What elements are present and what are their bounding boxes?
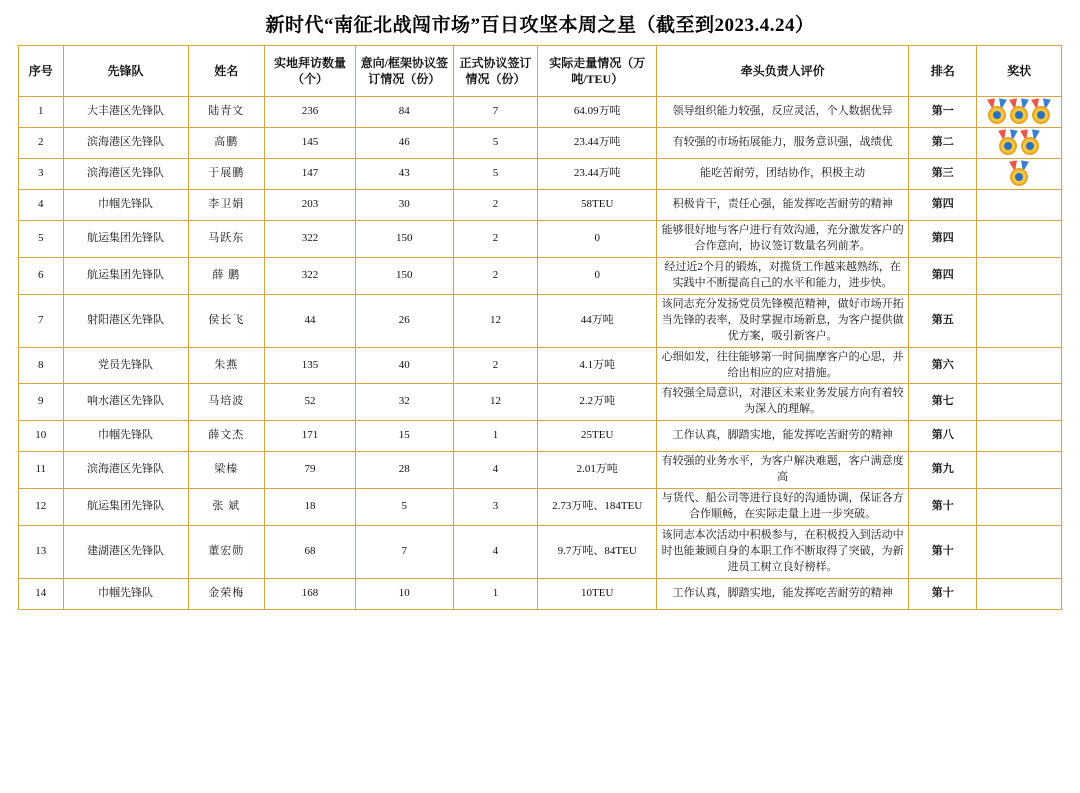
cell-formal: 2 [453,257,538,294]
column-header-formal: 正式协议签订情况（份） [453,46,538,97]
cell-formal: 4 [453,452,538,489]
cell-name: 马跃东 [188,221,264,258]
medal-icon [987,99,1007,125]
cell-formal: 2 [453,190,538,221]
cell-visits: 147 [264,159,355,190]
table-row [19,578,1062,609]
cell-rank: 第三 [909,159,977,190]
cell-volume: 9.7万吨、84TEU [538,526,657,579]
cell-team: 航运集团先锋队 [63,257,188,294]
cell-visits: 236 [264,97,355,128]
cell-team: 航运集团先锋队 [63,221,188,258]
table-row [19,421,1062,452]
cell-visits: 44 [264,294,355,347]
cell-intent: 28 [356,452,454,489]
cell-volume: 23.44万吨 [538,159,657,190]
medal-icon [1009,99,1029,125]
cell-comment: 心细如发，往往能够第一时间揣摩客户的心思，并给出相应的应对措施。 [657,347,909,384]
award-medals [981,161,1057,187]
medal-icon [1031,99,1051,125]
cell-team: 射阳港区先锋队 [63,294,188,347]
cell-team: 巾帼先锋队 [63,190,188,221]
cell-intent: 150 [356,221,454,258]
award-medals [981,457,1057,483]
cell-name: 陆青文 [188,97,264,128]
cell-rank: 第八 [909,421,977,452]
cell-comment: 能吃苦耐劳，团结协作，积极主动 [657,159,909,190]
cell-award [977,384,1062,421]
cell-formal: 2 [453,221,538,258]
cell-intent: 46 [356,128,454,159]
weekly-star-table [18,45,1062,610]
cell-intent: 32 [356,384,454,421]
cell-volume: 2.01万吨 [538,452,657,489]
table-row [19,97,1062,128]
cell-name: 高鹏 [188,128,264,159]
award-medals [981,389,1057,415]
cell-rank: 第四 [909,257,977,294]
cell-visits: 171 [264,421,355,452]
cell-award [977,452,1062,489]
award-medals [981,539,1057,565]
award-medals [981,99,1057,125]
cell-award [977,578,1062,609]
cell-rank: 第一 [909,97,977,128]
award-medals [981,581,1057,607]
cell-award [977,347,1062,384]
cell-visits: 145 [264,128,355,159]
cell-volume: 10TEU [538,578,657,609]
table-row [19,257,1062,294]
cell-seq: 6 [19,257,64,294]
award-medals [981,226,1057,252]
column-header-rank: 排名 [909,46,977,97]
cell-team: 大丰港区先锋队 [63,97,188,128]
medal-icon [1020,130,1040,156]
table-header [19,46,1062,97]
cell-visits: 168 [264,578,355,609]
cell-visits: 79 [264,452,355,489]
cell-award [977,221,1062,258]
cell-formal: 1 [453,578,538,609]
column-header-visits: 实地拜访数量（个） [264,46,355,97]
cell-seq: 13 [19,526,64,579]
table-row [19,526,1062,579]
cell-rank: 第四 [909,190,977,221]
table-row [19,452,1062,489]
cell-comment: 有较强的业务水平，为客户解决难题，客户满意度高 [657,452,909,489]
cell-rank: 第十 [909,578,977,609]
cell-volume: 58TEU [538,190,657,221]
cell-name: 张 斌 [188,489,264,526]
cell-seq: 1 [19,97,64,128]
cell-volume: 0 [538,221,657,258]
cell-rank: 第九 [909,452,977,489]
column-header-name: 姓名 [188,46,264,97]
cell-team: 滨海港区先锋队 [63,452,188,489]
cell-intent: 40 [356,347,454,384]
cell-visits: 322 [264,221,355,258]
cell-volume: 25TEU [538,421,657,452]
cell-rank: 第七 [909,384,977,421]
cell-visits: 18 [264,489,355,526]
cell-name: 薛文杰 [188,421,264,452]
cell-team: 建湖港区先锋队 [63,526,188,579]
cell-comment: 有较强全局意识，对港区未来业务发展方向有着较为深入的理解。 [657,384,909,421]
award-medals [981,308,1057,334]
cell-seq: 14 [19,578,64,609]
cell-name: 于展鹏 [188,159,264,190]
cell-formal: 5 [453,159,538,190]
cell-comment: 积极肯干，责任心强，能发挥吃苦耐劳的精神 [657,190,909,221]
cell-award [977,159,1062,190]
cell-name: 侯长飞 [188,294,264,347]
cell-volume: 2.73万吨、184TEU [538,489,657,526]
cell-volume: 4.1万吨 [538,347,657,384]
cell-intent: 150 [356,257,454,294]
table-row [19,190,1062,221]
cell-comment: 与货代、船公司等进行良好的沟通协调，保证各方合作顺畅，在实际走量上进一步突破。 [657,489,909,526]
cell-team: 滨海港区先锋队 [63,159,188,190]
cell-formal: 4 [453,526,538,579]
cell-seq: 4 [19,190,64,221]
cell-rank: 第五 [909,294,977,347]
cell-intent: 30 [356,190,454,221]
award-medals [981,130,1057,156]
cell-formal: 7 [453,97,538,128]
cell-formal: 3 [453,489,538,526]
medal-icon [998,130,1018,156]
table-row [19,221,1062,258]
cell-intent: 84 [356,97,454,128]
page-title: 新时代“南征北战闯市场”百日攻坚本周之星（截至到2023.4.24） [265,15,815,36]
cell-name: 梁榛 [188,452,264,489]
cell-comment: 领导组织能力较强，反应灵活，个人数据优异 [657,97,909,128]
cell-visits: 135 [264,347,355,384]
cell-comment: 能够很好地与客户进行有效沟通，充分激发客户的合作意向，协议签订数量名列前茅。 [657,221,909,258]
cell-comment: 经过近2个月的锻炼，对揽货工作越来越熟练，在实践中不断提高自己的水平和能力，进步快。 [657,257,909,294]
award-medals [981,192,1057,218]
table-row [19,294,1062,347]
cell-rank: 第四 [909,221,977,258]
cell-award [977,489,1062,526]
cell-volume: 44万吨 [538,294,657,347]
table-body [19,97,1062,610]
cell-intent: 5 [356,489,454,526]
table-row [19,159,1062,190]
cell-volume: 2.2万吨 [538,384,657,421]
cell-seq: 5 [19,221,64,258]
cell-seq: 7 [19,294,64,347]
cell-name: 马培波 [188,384,264,421]
cell-volume: 64.09万吨 [538,97,657,128]
cell-award [977,190,1062,221]
cell-intent: 26 [356,294,454,347]
cell-award [977,128,1062,159]
cell-name: 董宏勋 [188,526,264,579]
award-medals [981,423,1057,449]
cell-formal: 2 [453,347,538,384]
cell-award [977,97,1062,128]
cell-award [977,421,1062,452]
cell-volume: 0 [538,257,657,294]
cell-team: 巾帼先锋队 [63,421,188,452]
cell-team: 航运集团先锋队 [63,489,188,526]
cell-seq: 11 [19,452,64,489]
cell-intent: 10 [356,578,454,609]
medal-icon [1009,161,1029,187]
cell-formal: 1 [453,421,538,452]
cell-rank: 第十 [909,489,977,526]
cell-comment: 工作认真，脚踏实地，能发挥吃苦耐劳的精神 [657,578,909,609]
cell-formal: 12 [453,294,538,347]
column-header-seq: 序号 [19,46,64,97]
cell-comment: 该同志充分发扬党员先锋模范精神，做好市场开拓当先锋的表率，及时掌握市场新息，为客户提供做优方案，吸引新客户。 [657,294,909,347]
table-row [19,489,1062,526]
cell-volume: 23.44万吨 [538,128,657,159]
cell-intent: 43 [356,159,454,190]
table-header-row [19,46,1062,97]
award-medals [981,353,1057,379]
cell-name: 朱燕 [188,347,264,384]
cell-name: 薛 鹏 [188,257,264,294]
cell-visits: 68 [264,526,355,579]
column-header-team: 先锋队 [63,46,188,97]
cell-name: 李卫娟 [188,190,264,221]
cell-seq: 10 [19,421,64,452]
cell-seq: 12 [19,489,64,526]
cell-comment: 工作认真，脚踏实地，能发挥吃苦耐劳的精神 [657,421,909,452]
column-header-award: 奖状 [977,46,1062,97]
cell-seq: 2 [19,128,64,159]
cell-visits: 322 [264,257,355,294]
cell-award [977,526,1062,579]
cell-award [977,294,1062,347]
cell-seq: 9 [19,384,64,421]
cell-team: 党员先锋队 [63,347,188,384]
column-header-volume: 实际走量情况（万吨/TEU） [538,46,657,97]
award-medals [981,263,1057,289]
cell-team: 滨海港区先锋队 [63,128,188,159]
column-header-intent: 意向/框架协议签订情况（份） [356,46,454,97]
cell-seq: 8 [19,347,64,384]
table-row [19,384,1062,421]
cell-formal: 5 [453,128,538,159]
cell-rank: 第六 [909,347,977,384]
cell-formal: 12 [453,384,538,421]
cell-seq: 3 [19,159,64,190]
cell-rank: 第二 [909,128,977,159]
cell-team: 响水港区先锋队 [63,384,188,421]
cell-rank: 第十 [909,526,977,579]
cell-team: 巾帼先锋队 [63,578,188,609]
cell-comment: 该同志本次活动中积极参与，在积极投入到活动中时也能兼顾自身的本职工作不断取得了突破，为新进员工树立良好榜样。 [657,526,909,579]
cell-intent: 7 [356,526,454,579]
award-medals [981,494,1057,520]
cell-intent: 15 [356,421,454,452]
cell-name: 金荣梅 [188,578,264,609]
table-row [19,128,1062,159]
cell-award [977,257,1062,294]
table-row [19,347,1062,384]
column-header-comment: 牵头负责人评价 [657,46,909,97]
cell-visits: 203 [264,190,355,221]
cell-comment: 有较强的市场拓展能力，服务意识强，战绩优 [657,128,909,159]
cell-visits: 52 [264,384,355,421]
